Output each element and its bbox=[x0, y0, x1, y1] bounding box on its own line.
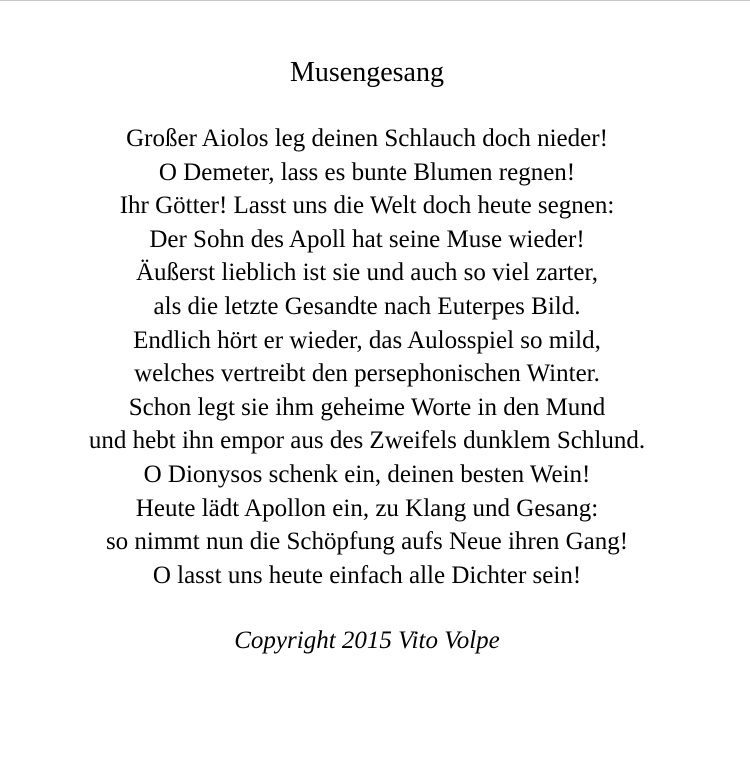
poem-title: Musengesang bbox=[290, 57, 444, 88]
poem-line: Ihr Götter! Lasst uns die Welt doch heute segnen: bbox=[119, 192, 615, 220]
poem-line: O lasst uns heute einfach alle Dichter sein! bbox=[152, 561, 582, 589]
poem-line: so nimmt nun die Schöpfung aufs Neue ihren Gang! bbox=[105, 528, 629, 556]
poem-line: Schon legt sie ihm geheime Worte in den Mund bbox=[128, 393, 606, 421]
poem-line: O Demeter, lass es bunte Blumen regnen! bbox=[158, 158, 576, 186]
copyright-notice: Copyright 2015 Vito Volpe bbox=[234, 627, 500, 654]
poem-line: Äußerst lieblich ist sie und auch so viel zarter, bbox=[135, 259, 599, 287]
poem-line: welches vertreibt den persephonischen Winter. bbox=[134, 360, 600, 388]
poem-line: Endlich hört er wieder, das Aulosspiel so mild, bbox=[133, 326, 601, 354]
top-border-line bbox=[0, 0, 750, 1]
poem-line: Der Sohn des Apoll hat seine Muse wieder! bbox=[149, 225, 585, 253]
poem-line: als die letzte Gesandte nach Euterpes Bild. bbox=[153, 292, 581, 320]
poem-line: und hebt ihn empor aus des Zweifels dunklem Schlund. bbox=[88, 427, 646, 455]
poem-line: O Dionysos schenk ein, deinen besten Wein! bbox=[143, 460, 591, 488]
poem-body bbox=[0, 122, 734, 592]
poem-line: Großer Aiolos leg deinen Schlauch doch nieder! bbox=[126, 125, 608, 152]
poem-line: Heute lädt Apollon ein, zu Klang und Gesang: bbox=[135, 494, 599, 522]
